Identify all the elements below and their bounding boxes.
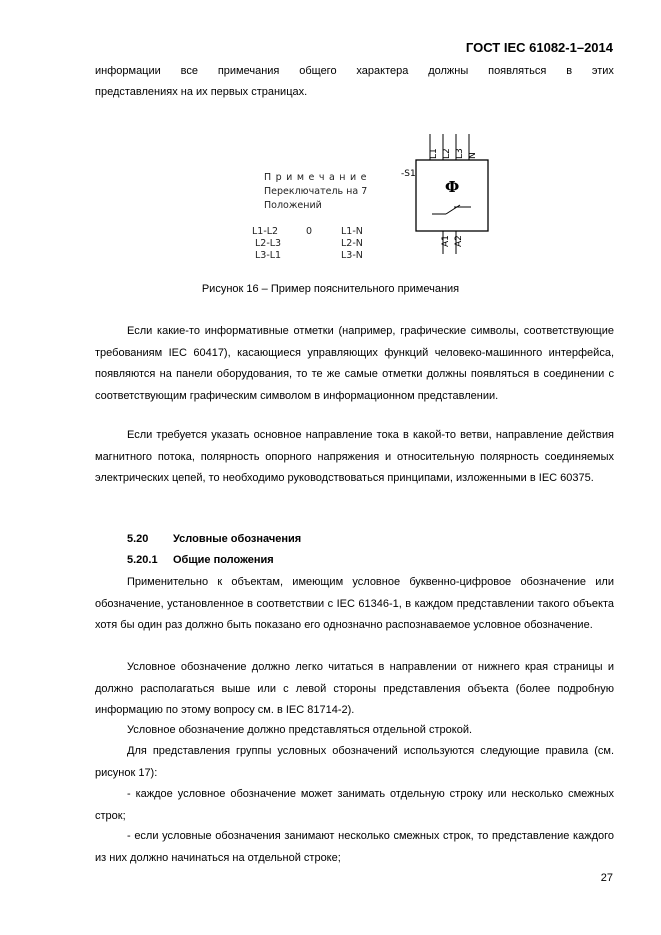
position-right-3: L3-N <box>341 250 363 261</box>
page-header: ГОСТ IEC 61082-1–2014 <box>465 40 613 55</box>
section-number: 5.20 <box>127 533 149 545</box>
position-left-2: L2-L3 <box>255 238 282 249</box>
section-number: 5.20.1 <box>127 554 158 566</box>
device-symbol: Ф <box>445 178 460 196</box>
intro-word: в <box>566 65 573 77</box>
section-title: Общие положения <box>173 554 274 566</box>
contact-line <box>446 205 460 214</box>
intro-line-2: представлениях на их первых страницах. <box>95 86 308 98</box>
note-line-2: Положений <box>264 200 322 211</box>
note-line-1: Переключатель на 7 <box>264 186 368 197</box>
terminal-label-bottom: A2 <box>454 235 464 247</box>
position-left-3: L3-L1 <box>255 250 282 261</box>
intro-line-1 <box>95 61 614 83</box>
paragraph: Условное обозначение должно представляться отдельной строкой. <box>127 724 473 736</box>
terminal-label-bottom: A1 <box>441 235 451 247</box>
figure-caption: Рисунок 16 – Пример пояснительного примечания <box>201 283 460 295</box>
terminal-label-top: L1 <box>429 148 439 159</box>
paragraph: Применительно к объектам, имеющим условное буквенно-цифровое обозначение или обозначение, установленное в соответствии с IEC 61346-1, в каждом представлении такого объекта хотя бы один раз должно быть показано его однозначно распознаваемое условное обозначение. <box>95 576 614 631</box>
switch-symbol <box>390 134 500 254</box>
intro-word: информации <box>95 65 161 77</box>
position-left-1: L1-L2 <box>252 226 279 237</box>
device-label: -S1 <box>401 169 416 179</box>
terminal-label-top: L2 <box>442 148 452 159</box>
intro-word: все <box>180 65 198 77</box>
note-title: Примечание <box>264 172 372 183</box>
position-right-1: L1-N <box>341 226 363 237</box>
terminal-label-top: L3 <box>455 148 465 159</box>
paragraph: Если какие-то информативные отметки (например, графические символы, соответствующие требованиям IEC 60417), касающиеся управляющих функций человеко-машинного интерфейса, появляются на панели оборудования, то те же самые отметки должны появляться в соединении с соответствующим графическим символом в информационном представлении. <box>95 325 614 402</box>
intro-word: должны <box>428 65 469 77</box>
position-right-2: L2-N <box>341 238 363 249</box>
paragraph: - каждое условное обозначение может занимать отдельную строку или несколько смежных строк; <box>95 788 614 822</box>
page-number: 27 <box>600 872 613 884</box>
intro-word: этих <box>591 65 614 77</box>
terminal-label-top: N <box>468 152 478 159</box>
position-middle-1: 0 <box>306 226 313 237</box>
section-heading <box>127 533 301 545</box>
paragraph: Если требуется указать основное направление тока в какой-то ветви, направление действия магнитного потока, полярность опорного напряжения и относительную полярность соединяемых электрических цепей, то необходимо руководствоваться принципами, изложенными в IEC 60375. <box>95 429 614 484</box>
intro-word: примечания <box>217 65 280 77</box>
paragraph: - если условные обозначения занимают несколько смежных строк, то представление каждого из них должно начинаться на отдельной строке; <box>95 830 614 864</box>
intro-word: общего <box>299 65 337 77</box>
intro-word: характера <box>356 65 409 77</box>
subsection-heading <box>127 554 274 566</box>
paragraph: Для представления группы условных обозначений используются следующие правила (см. рисунок 17): <box>95 745 614 779</box>
intro-word: появляться <box>488 65 547 77</box>
paragraph: Условное обозначение должно легко читаться в направлении от нижнего края страницы и должно располагаться выше или с левой стороны представления объекта (более подробную информацию по этому вопросу см. в IEC 81714-2). <box>95 661 614 716</box>
section-title: Условные обозначения <box>173 533 302 545</box>
